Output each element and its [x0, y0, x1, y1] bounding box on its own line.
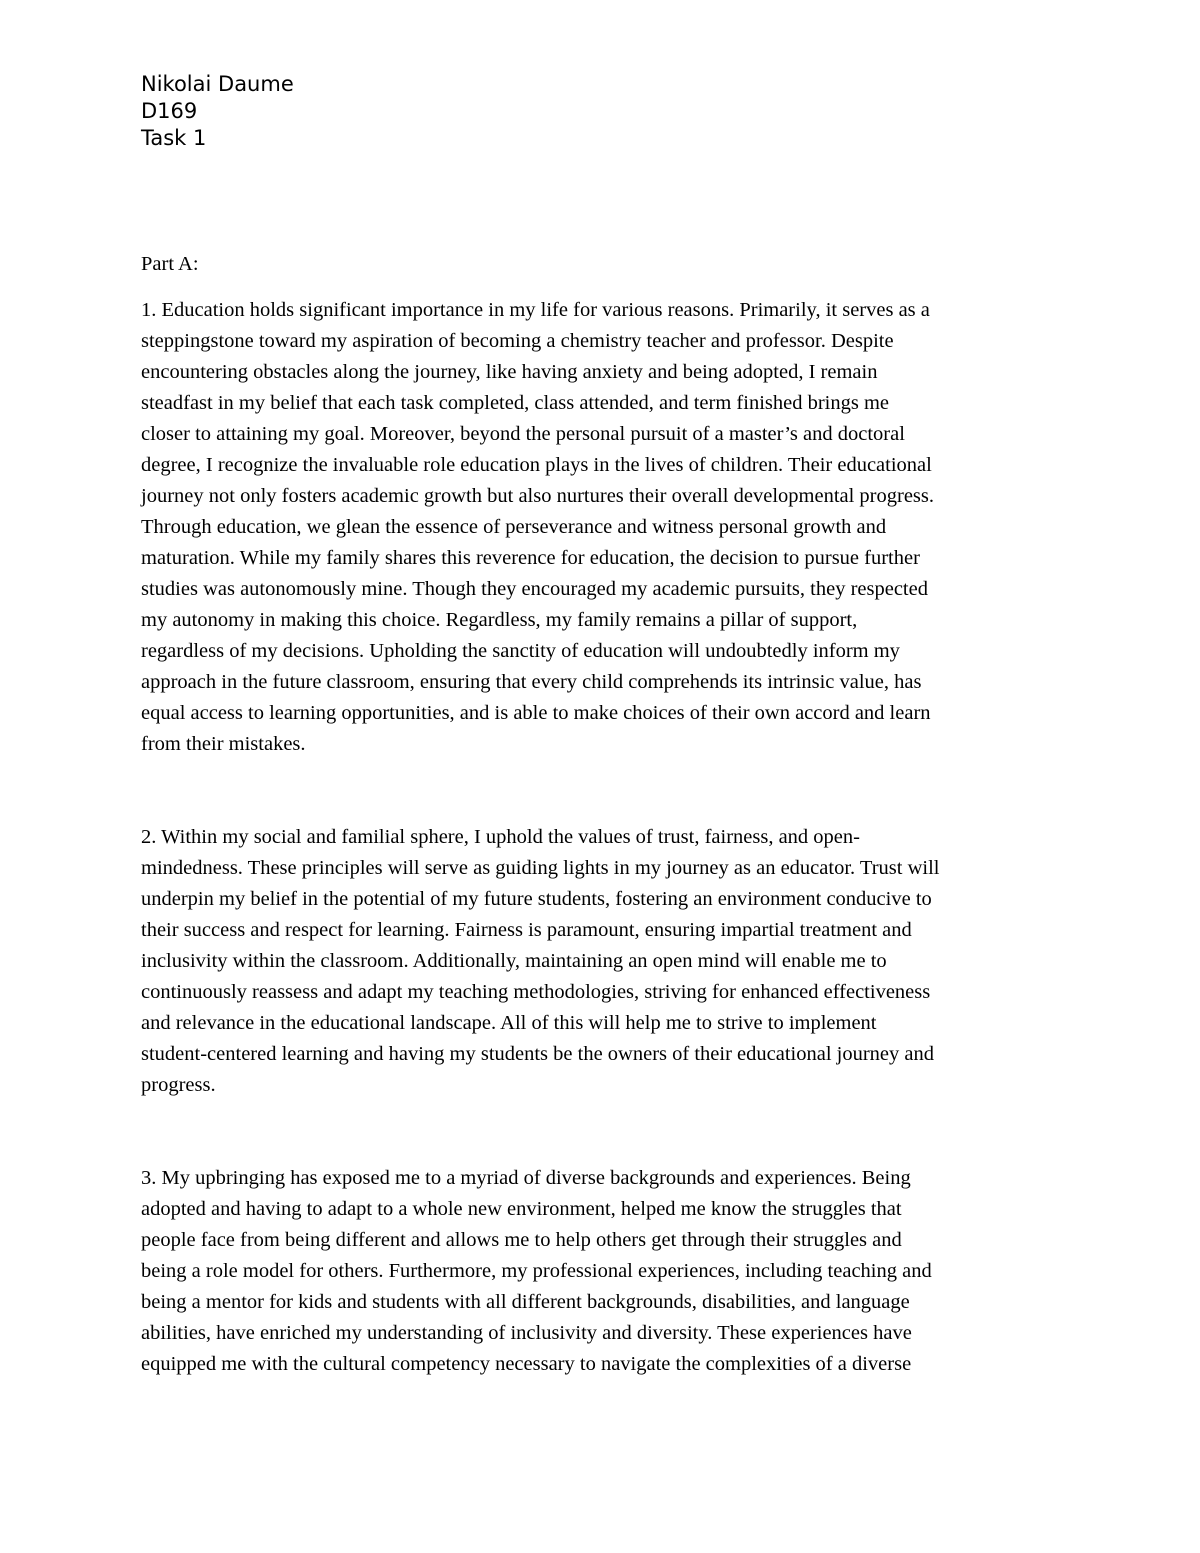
text-line: abilities, have enriched my understanding of inclusivity and diversity. These experiences have: [141, 1322, 912, 1344]
text-line: studies was autonomously mine. Though they encouraged my academic pursuits, they respected: [141, 578, 928, 600]
text-line: progress.: [141, 1074, 216, 1096]
text-line: mindedness. These principles will serve as guiding lights in my journey as an educator. Trust will: [141, 857, 940, 879]
text-line: equal access to learning opportunities, and is able to make choices of their own accord and learn: [141, 702, 931, 724]
text-line: 2. Within my social and familial sphere, I uphold the values of trust, fairness, and open-: [141, 826, 860, 848]
text-line: degree, I recognize the invaluable role education plays in the lives of children. Their educational: [141, 454, 932, 476]
document-body: [141, 249, 1066, 1380]
text-line: steadfast in my belief that each task completed, class attended, and term finished brings me: [141, 392, 890, 414]
text-line: adopted and having to adapt to a whole new environment, helped me know the struggles that: [141, 1198, 902, 1220]
course-code: D169: [141, 99, 198, 123]
text-line: being a mentor for kids and students with all different backgrounds, disabilities, and language: [141, 1291, 910, 1313]
text-line: inclusivity within the classroom. Additionally, maintaining an open mind will enable me to: [141, 950, 887, 972]
text-line: 3. My upbringing has exposed me to a myriad of diverse backgrounds and experiences. Being: [141, 1167, 911, 1189]
text-line: approach in the future classroom, ensuring that every child comprehends its intrinsic value, has: [141, 671, 922, 693]
paragraph-1: [141, 295, 1066, 760]
paragraph-2: [141, 822, 1066, 1101]
document-header: [141, 71, 294, 152]
text-line: from their mistakes.: [141, 733, 306, 755]
author-name: Nikolai Daume: [141, 72, 294, 96]
task-label: Task 1: [141, 126, 207, 150]
paragraph-spacer: [141, 760, 1066, 822]
text-line: steppingstone toward my aspiration of becoming a chemistry teacher and professor. Despite: [141, 330, 894, 352]
text-line: Through education, we glean the essence of perseverance and witness personal growth and: [141, 516, 887, 538]
text-line: student-centered learning and having my students be the owners of their educational journey and: [141, 1043, 934, 1065]
paragraph-list: [141, 295, 1066, 1380]
text-line: encountering obstacles along the journey, like having anxiety and being adopted, I remain: [141, 361, 878, 383]
text-line: underpin my belief in the potential of my future students, fostering an environment conducive to: [141, 888, 932, 910]
text-line: equipped me with the cultural competency necessary to navigate the complexities of a diverse: [141, 1353, 912, 1375]
text-line: closer to attaining my goal. Moreover, beyond the personal pursuit of a master’s and doctoral: [141, 423, 905, 445]
section-label: Part A:: [141, 253, 199, 275]
paragraph-3: [141, 1163, 1066, 1380]
text-line: and relevance in the educational landscape. All of this will help me to strive to implement: [141, 1012, 877, 1034]
text-line: people face from being different and allows me to help others get through their struggles and: [141, 1229, 902, 1251]
text-line: 1. Education holds significant importance in my life for various reasons. Primarily, it serves as a: [141, 299, 930, 321]
text-line: being a role model for others. Furthermore, my professional experiences, including teaching and: [141, 1260, 932, 1282]
text-line: continuously reassess and adapt my teaching methodologies, striving for enhanced effectiveness: [141, 981, 931, 1003]
text-line: maturation. While my family shares this reverence for education, the decision to pursue further: [141, 547, 920, 569]
paragraph-spacer: [141, 1101, 1066, 1163]
text-line: their success and respect for learning. Fairness is paramount, ensuring impartial treatment and: [141, 919, 912, 941]
text-line: my autonomy in making this choice. Regardless, my family remains a pillar of support,: [141, 609, 858, 631]
text-line: journey not only fosters academic growth but also nurtures their overall developmental progress.: [141, 485, 935, 507]
text-line: regardless of my decisions. Upholding the sanctity of education will undoubtedly inform my: [141, 640, 900, 662]
